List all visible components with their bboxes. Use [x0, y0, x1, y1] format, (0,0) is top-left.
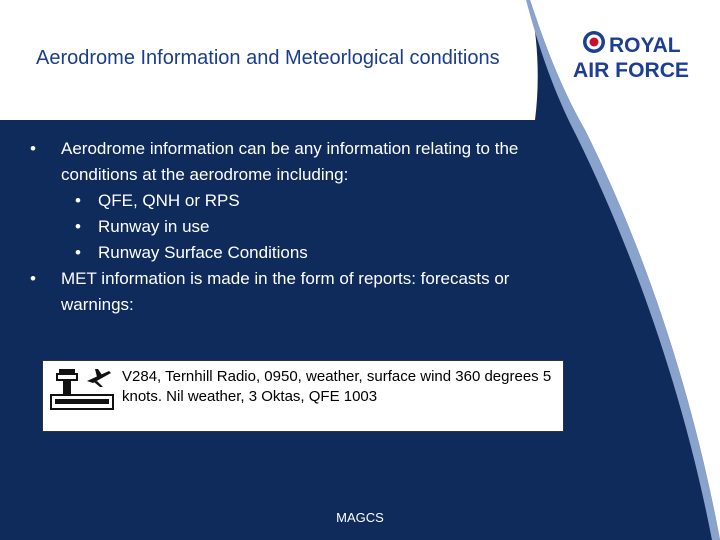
bullet-text: MET information is made in the form of reports: forecasts or warnings:: [61, 269, 510, 314]
bullet-item: [30, 266, 530, 318]
radio-call-text: V284, Ternhill Radio, 0950, weather, surface wind 360 degrees 5 knots. Nil weather, 3 Oktas, QFE 1003: [122, 368, 552, 405]
radio-call-box: [42, 360, 564, 432]
bullet-text: Aerodrome information can be any information relating to the conditions at the aerodrome including:: [61, 139, 519, 184]
raf-logo: [572, 28, 692, 84]
logo-line2: AIR FORCE: [573, 59, 689, 82]
footer-label: MAGCS: [336, 510, 384, 525]
bullet-list: [30, 136, 530, 318]
bullet-marker: •: [75, 217, 81, 236]
sub-bullet-item: [30, 240, 530, 266]
bullet-marker: •: [30, 269, 36, 288]
sub-bullet-text: Runway in use: [98, 217, 210, 236]
raf-roundel-icon: [583, 31, 605, 53]
sub-bullet-item: [30, 188, 530, 214]
logo-line1: ROYAL: [609, 34, 681, 57]
sub-bullet-text: Runway Surface Conditions: [98, 243, 308, 262]
airplane-icon: [87, 369, 111, 387]
slide-title: Aerodrome Information and Meteorlogical conditions: [36, 47, 500, 69]
sub-bullet-text: QFE, QNH or RPS: [98, 191, 240, 210]
control-tower-icon: [49, 367, 119, 411]
bullet-marker: •: [75, 243, 81, 262]
bullet-marker: •: [75, 191, 81, 210]
sub-bullet-item: [30, 214, 530, 240]
bullet-marker: •: [30, 139, 36, 158]
bullet-item: [30, 136, 530, 188]
